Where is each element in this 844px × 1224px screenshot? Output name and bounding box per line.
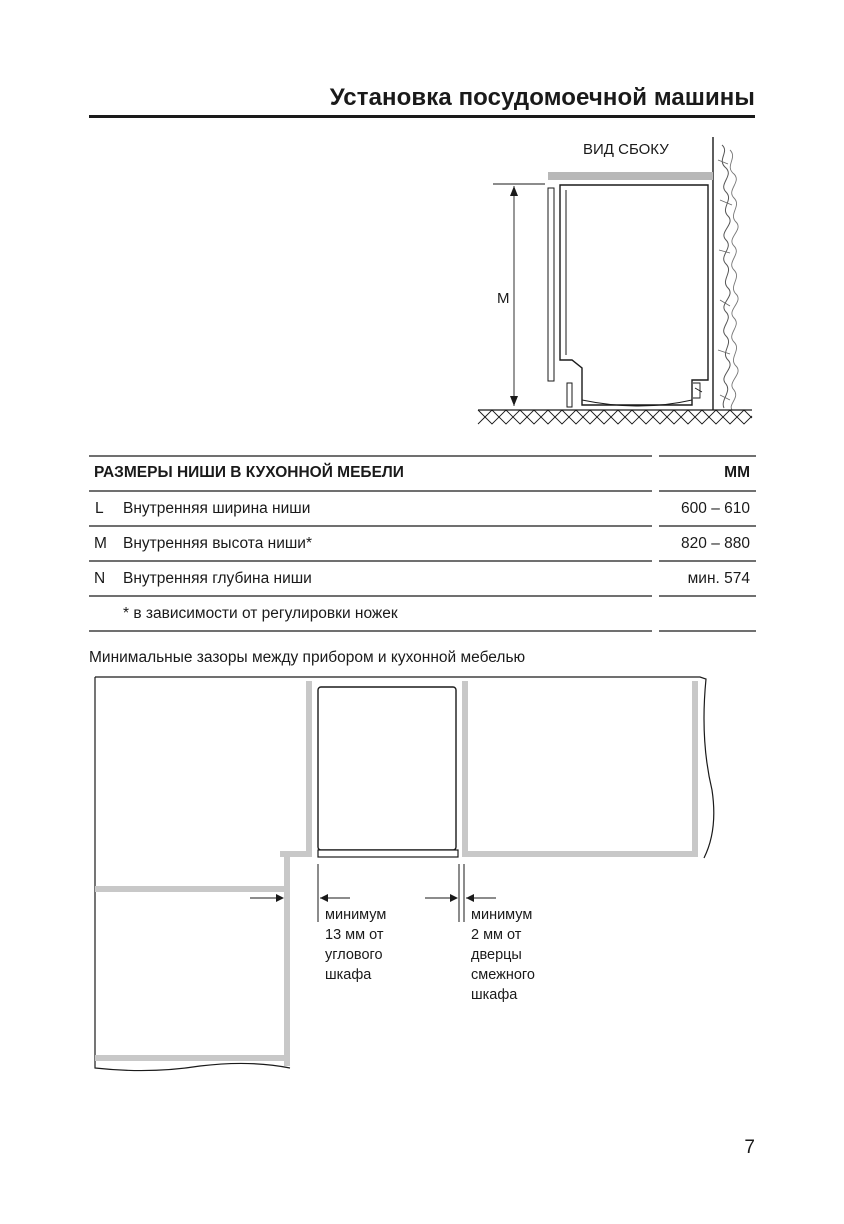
table-row bbox=[89, 561, 756, 596]
page-title: Установка посудомоечной машины bbox=[329, 84, 755, 111]
side-view-label: ВИД СБОКУ bbox=[583, 141, 669, 158]
floor bbox=[478, 410, 752, 424]
dishwasher-door bbox=[318, 850, 458, 857]
door-panel bbox=[548, 188, 554, 381]
cabinet-side-right bbox=[462, 681, 468, 857]
row-description: Внутренняя высота ниши* bbox=[123, 535, 312, 552]
table-header-right: ММ bbox=[724, 464, 750, 481]
row-letter: L bbox=[95, 500, 104, 517]
right-clearance-note bbox=[471, 905, 535, 1005]
corner-cabinet-back bbox=[95, 1055, 284, 1061]
note-line: минимум bbox=[471, 907, 533, 923]
left-clearance-note bbox=[325, 905, 386, 985]
row-letter: N bbox=[94, 570, 106, 587]
row-description: Внутренняя глубина ниши bbox=[123, 570, 312, 587]
plinth bbox=[567, 383, 572, 407]
clearance-diagram bbox=[95, 677, 714, 1071]
note-line: 2 мм от bbox=[471, 927, 522, 943]
row-value: мин. 574 bbox=[687, 570, 750, 587]
row-value: 600 – 610 bbox=[681, 500, 750, 517]
corner-panel-side bbox=[284, 851, 290, 1066]
cabinet-side-left bbox=[306, 681, 312, 851]
table-footnote-row bbox=[89, 596, 756, 631]
table-header bbox=[89, 455, 756, 490]
note-line: углового bbox=[325, 947, 383, 963]
dishwasher-top-view bbox=[318, 687, 456, 850]
row-value: 820 – 880 bbox=[681, 535, 750, 552]
note-line: дверцы bbox=[471, 947, 522, 963]
page-number: 7 bbox=[744, 1137, 755, 1158]
note-line: шкафа bbox=[325, 967, 372, 983]
table-footnote: * в зависимости от регулировки ножек bbox=[123, 605, 398, 622]
note-line: 13 мм от bbox=[325, 927, 384, 943]
table-row bbox=[89, 491, 756, 526]
note-line: шкафа bbox=[471, 987, 518, 1003]
note-line: минимум bbox=[325, 907, 387, 923]
countertop bbox=[548, 172, 713, 180]
row-description: Внутренняя ширина ниши bbox=[123, 500, 311, 517]
adjacent-cabinet-door bbox=[464, 851, 698, 857]
corner-cabinet-front bbox=[95, 886, 284, 892]
wall bbox=[713, 137, 738, 410]
row-letter: M bbox=[94, 535, 107, 552]
table-row bbox=[89, 526, 756, 561]
clearance-caption: Минимальные зазоры между прибором и кухонной мебелью bbox=[89, 649, 526, 666]
note-line: смежного bbox=[471, 967, 535, 983]
table-header-left: РАЗМЕРЫ НИШИ В КУХОННОЙ МЕБЕЛИ bbox=[94, 464, 404, 481]
dishwasher-body bbox=[560, 185, 708, 405]
dimension-m-label: M bbox=[497, 290, 510, 307]
